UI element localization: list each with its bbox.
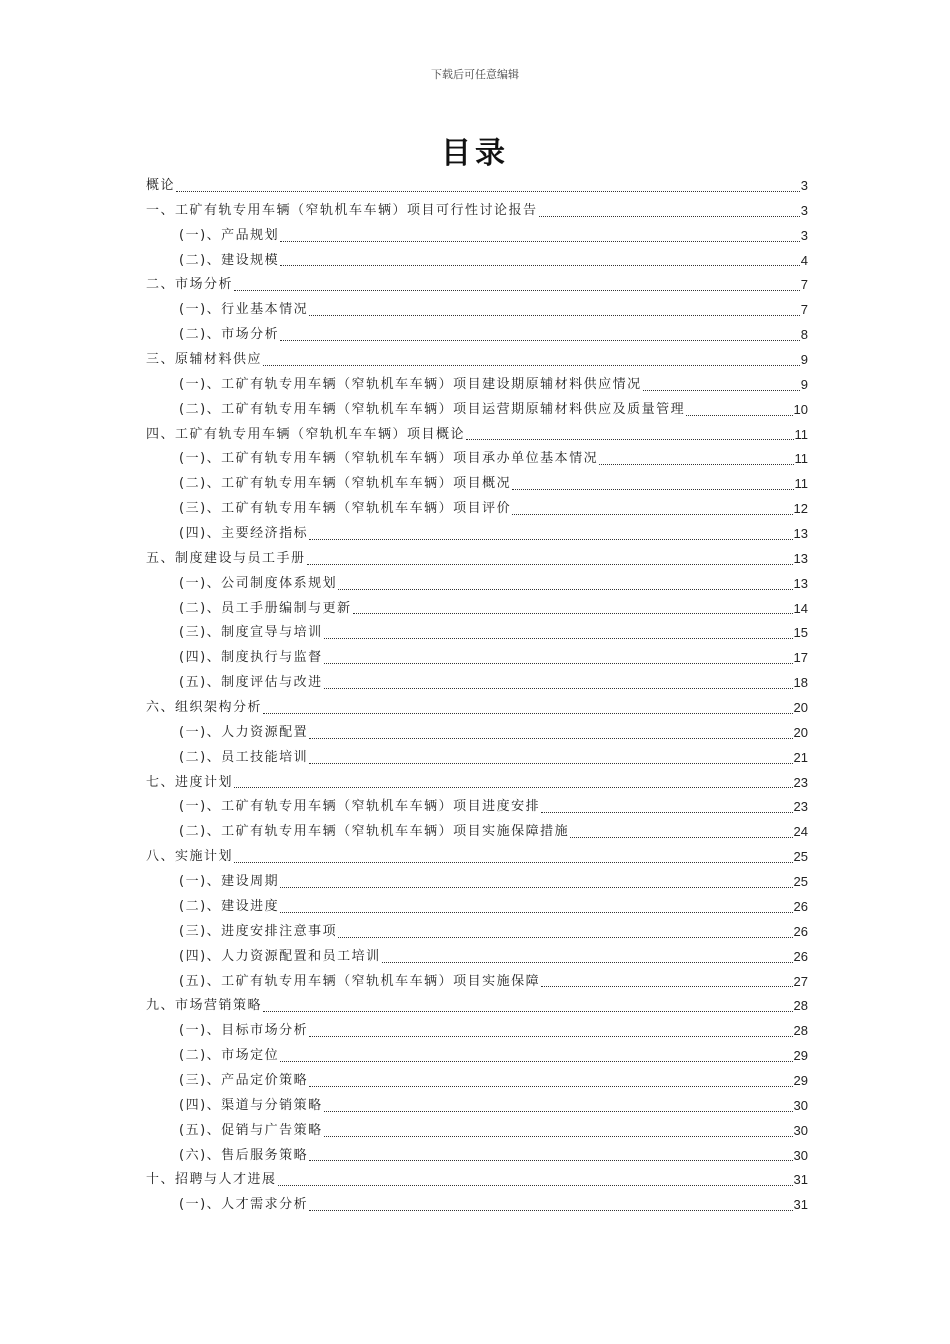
toc-entry-page-number: 11 xyxy=(794,426,808,442)
toc-entry[interactable] xyxy=(146,1094,808,1119)
dot-leader xyxy=(234,787,793,788)
toc-entry[interactable] xyxy=(146,1119,808,1144)
toc-entry-title: (二)、建设进度 xyxy=(179,898,280,914)
dot-leader xyxy=(234,862,793,863)
toc-entry-page-number: 21 xyxy=(793,749,808,765)
toc-entry[interactable] xyxy=(146,721,808,746)
toc-entry-title: 九、市场营销策略 xyxy=(146,998,263,1014)
toc-entry[interactable] xyxy=(146,746,808,771)
toc-entry-page-number: 8 xyxy=(800,327,808,343)
toc-entry-title: 一、工矿有轨专用车辆（窄轨机车车辆）项目可行性讨论报告 xyxy=(146,202,538,218)
toc-entry-title: (一)、目标市场分析 xyxy=(179,1023,309,1039)
toc-entry-title: 三、原辅材料供应 xyxy=(146,352,263,368)
toc-entry[interactable] xyxy=(146,1193,808,1218)
toc-entry-page-number: 3 xyxy=(800,178,808,193)
dot-leader xyxy=(263,1011,793,1012)
toc-entry-title: (五)、工矿有轨专用车辆（窄轨机车车辆）项目实施保障 xyxy=(179,973,541,989)
dot-leader xyxy=(353,613,793,614)
toc-entry-page-number: 12 xyxy=(793,501,808,517)
dot-leader xyxy=(307,564,793,565)
toc-entry[interactable] xyxy=(146,522,808,547)
toc-entry[interactable] xyxy=(146,273,808,298)
toc-entry-title: (五)、制度评估与改进 xyxy=(179,675,323,691)
dot-leader xyxy=(512,514,792,515)
toc-entry[interactable] xyxy=(146,795,808,820)
toc-entry-page-number: 17 xyxy=(793,650,808,666)
toc-entry-page-number: 25 xyxy=(793,849,808,865)
toc-entry[interactable] xyxy=(146,1044,808,1069)
toc-entry[interactable] xyxy=(146,1168,808,1193)
toc-entry-page-number: 14 xyxy=(793,600,808,616)
toc-entry-page-number: 29 xyxy=(793,1048,808,1064)
dot-leader xyxy=(280,340,800,341)
toc-entry-title: (一)、工矿有轨专用车辆（窄轨机车车辆）项目进度安排 xyxy=(179,799,541,815)
toc-entry-title: (二)、工矿有轨专用车辆（窄轨机车车辆）项目实施保障措施 xyxy=(179,824,570,840)
toc-entry[interactable] xyxy=(146,572,808,597)
toc-entry-title: (一)、产品规划 xyxy=(179,227,280,243)
dot-leader xyxy=(280,265,800,266)
toc-entry-page-number: 9 xyxy=(800,376,808,392)
toc-entry-page-number: 25 xyxy=(793,874,808,890)
toc-entry[interactable] xyxy=(146,423,808,448)
dot-leader xyxy=(176,191,800,192)
toc-entry-title: (二)、员工技能培训 xyxy=(179,749,309,765)
toc-entry-title: (六)、售后服务策略 xyxy=(179,1147,309,1163)
toc-entry-page-number: 26 xyxy=(793,948,808,964)
dot-leader xyxy=(309,763,792,764)
toc-entry-page-number: 28 xyxy=(793,998,808,1014)
toc-entry-title: (二)、工矿有轨专用车辆（窄轨机车车辆）项目运营期原辅材料供应及质量管理 xyxy=(179,401,686,417)
toc-entry-title: (三)、制度宣导与培训 xyxy=(179,625,323,641)
dot-leader xyxy=(466,439,793,440)
toc-entry[interactable] xyxy=(146,970,808,995)
dot-leader xyxy=(278,1185,793,1186)
toc-entry-page-number: 13 xyxy=(793,526,808,542)
dot-leader xyxy=(309,738,792,739)
toc-entry-page-number: 9 xyxy=(800,352,808,368)
toc-entry-title: (一)、行业基本情况 xyxy=(179,302,309,318)
toc-entry[interactable] xyxy=(146,994,808,1019)
dot-leader xyxy=(599,464,793,465)
toc-entry[interactable] xyxy=(146,945,808,970)
dot-leader xyxy=(280,887,792,888)
toc-entry-title: 六、组织架构分析 xyxy=(146,700,263,716)
toc-entry-page-number: 18 xyxy=(793,675,808,691)
toc-entry-title: (三)、产品定价策略 xyxy=(179,1072,309,1088)
toc-entry-title: (二)、建设规模 xyxy=(179,252,280,268)
toc-entry-page-number: 24 xyxy=(793,824,808,840)
dot-leader xyxy=(263,365,800,366)
dot-leader xyxy=(324,663,793,664)
dot-leader xyxy=(541,986,792,987)
toc-entry[interactable] xyxy=(146,621,808,646)
dot-leader xyxy=(309,315,800,316)
dot-leader xyxy=(324,688,793,689)
dot-leader xyxy=(338,937,792,938)
toc-entry-page-number: 20 xyxy=(793,700,808,716)
toc-entry-title: (二)、市场分析 xyxy=(179,327,280,343)
dot-leader xyxy=(324,1111,793,1112)
toc-entry-title: 十、招聘与人才进展 xyxy=(146,1172,277,1188)
dot-leader xyxy=(338,589,792,590)
toc-entry-page-number: 20 xyxy=(793,724,808,740)
toc-entry-page-number: 23 xyxy=(793,774,808,790)
dot-leader xyxy=(280,912,792,913)
toc-entry-title: (一)、公司制度体系规划 xyxy=(179,575,338,591)
toc-entry[interactable] xyxy=(146,895,808,920)
dot-leader xyxy=(570,837,792,838)
toc-entry[interactable] xyxy=(146,1069,808,1094)
toc-entry-page-number: 10 xyxy=(793,401,808,417)
toc-entry[interactable] xyxy=(146,671,808,696)
toc-entry[interactable] xyxy=(146,870,808,895)
toc-entry[interactable] xyxy=(146,447,808,472)
dot-leader xyxy=(263,713,793,714)
toc-entry[interactable] xyxy=(146,547,808,572)
toc-entry-page-number: 13 xyxy=(793,550,808,566)
dot-leader xyxy=(643,390,800,391)
toc-entry[interactable] xyxy=(146,398,808,423)
toc-entry-page-number: 7 xyxy=(800,302,808,318)
toc-entry[interactable] xyxy=(146,845,808,870)
dot-leader xyxy=(539,216,800,217)
toc-entry-page-number: 11 xyxy=(794,451,808,467)
toc-entry-page-number: 30 xyxy=(793,1122,808,1138)
toc-entry[interactable] xyxy=(146,373,808,398)
toc-entry[interactable] xyxy=(146,820,808,845)
table-of-contents xyxy=(146,174,808,1218)
toc-entry-title: (四)、制度执行与监督 xyxy=(179,650,323,666)
toc-entry[interactable] xyxy=(146,174,808,199)
toc-entry-page-number: 23 xyxy=(793,799,808,815)
toc-entry-title: (一)、人才需求分析 xyxy=(179,1197,309,1213)
toc-entry-page-number: 3 xyxy=(800,202,808,218)
toc-entry-page-number: 28 xyxy=(793,1023,808,1039)
toc-entry-title: (一)、人力资源配置 xyxy=(179,724,309,740)
toc-entry-title: (二)、工矿有轨专用车辆（窄轨机车车辆）项目概况 xyxy=(179,476,512,492)
toc-entry-title: (一)、建设周期 xyxy=(179,874,280,890)
toc-entry-title: (二)、市场定位 xyxy=(179,1048,280,1064)
toc-entry-title: (二)、员工手册编制与更新 xyxy=(179,600,352,616)
toc-entry-page-number: 11 xyxy=(794,476,808,492)
toc-entry-title: (三)、工矿有轨专用车辆（窄轨机车车辆）项目评价 xyxy=(179,501,512,517)
toc-entry-page-number: 26 xyxy=(793,898,808,914)
toc-entry-title: (四)、主要经济指标 xyxy=(179,526,309,542)
toc-entry[interactable] xyxy=(146,472,808,497)
toc-entry-title: 七、进度计划 xyxy=(146,774,234,790)
toc-entry-page-number: 31 xyxy=(793,1172,808,1188)
dot-leader xyxy=(309,1210,792,1211)
toc-entry-title: (三)、进度安排注意事项 xyxy=(179,923,338,939)
toc-entry-page-number: 4 xyxy=(800,252,808,268)
toc-entry[interactable] xyxy=(146,497,808,522)
toc-entry-page-number: 26 xyxy=(793,923,808,939)
page-title: 目录 xyxy=(441,136,509,171)
toc-entry-title: 概论 xyxy=(146,178,176,193)
toc-entry-title: (四)、人力资源配置和员工培训 xyxy=(179,948,381,964)
dot-leader xyxy=(382,962,793,963)
dot-leader xyxy=(234,290,800,291)
toc-entry-page-number: 13 xyxy=(793,575,808,591)
toc-entry-page-number: 30 xyxy=(793,1097,808,1113)
toc-entry[interactable] xyxy=(146,597,808,622)
toc-entry[interactable] xyxy=(146,348,808,373)
toc-entry[interactable] xyxy=(146,646,808,671)
dot-leader xyxy=(309,1160,792,1161)
toc-entry-title: (一)、工矿有轨专用车辆（窄轨机车车辆）项目承办单位基本情况 xyxy=(179,451,599,467)
toc-entry-page-number: 31 xyxy=(793,1197,808,1213)
toc-entry-page-number: 30 xyxy=(793,1147,808,1163)
toc-entry-title: (一)、工矿有轨专用车辆（窄轨机车车辆）项目建设期原辅材料供应情况 xyxy=(179,376,642,392)
toc-entry[interactable] xyxy=(146,199,808,224)
dot-leader xyxy=(280,241,800,242)
toc-entry-title: (四)、渠道与分销策略 xyxy=(179,1097,323,1113)
toc-entry-title: 四、工矿有轨专用车辆（窄轨机车车辆）项目概论 xyxy=(146,426,466,442)
toc-entry-title: 五、制度建设与员工手册 xyxy=(146,550,306,566)
header-note: 下载后可任意编辑 xyxy=(431,68,519,81)
dot-leader xyxy=(280,1061,792,1062)
toc-entry[interactable] xyxy=(146,298,808,323)
toc-entry-title: 二、市场分析 xyxy=(146,277,234,293)
toc-entry[interactable] xyxy=(146,224,808,249)
toc-entry-title: 八、实施计划 xyxy=(146,849,234,865)
dot-leader xyxy=(324,638,793,639)
toc-entry[interactable] xyxy=(146,771,808,796)
toc-entry[interactable] xyxy=(146,920,808,945)
toc-entry[interactable] xyxy=(146,1144,808,1169)
toc-entry[interactable] xyxy=(146,696,808,721)
toc-entry[interactable] xyxy=(146,249,808,274)
dot-leader xyxy=(324,1136,793,1137)
dot-leader xyxy=(512,489,793,490)
toc-entry-page-number: 3 xyxy=(800,227,808,243)
dot-leader xyxy=(309,1036,792,1037)
dot-leader xyxy=(309,539,792,540)
toc-entry[interactable] xyxy=(146,1019,808,1044)
dot-leader xyxy=(309,1086,792,1087)
toc-entry-page-number: 27 xyxy=(793,973,808,989)
toc-entry-page-number: 15 xyxy=(793,625,808,641)
dot-leader xyxy=(541,812,792,813)
toc-entry-title: (五)、促销与广告策略 xyxy=(179,1122,323,1138)
toc-entry-page-number: 7 xyxy=(800,277,808,293)
dot-leader xyxy=(686,415,792,416)
toc-entry[interactable] xyxy=(146,323,808,348)
toc-entry-page-number: 29 xyxy=(793,1072,808,1088)
